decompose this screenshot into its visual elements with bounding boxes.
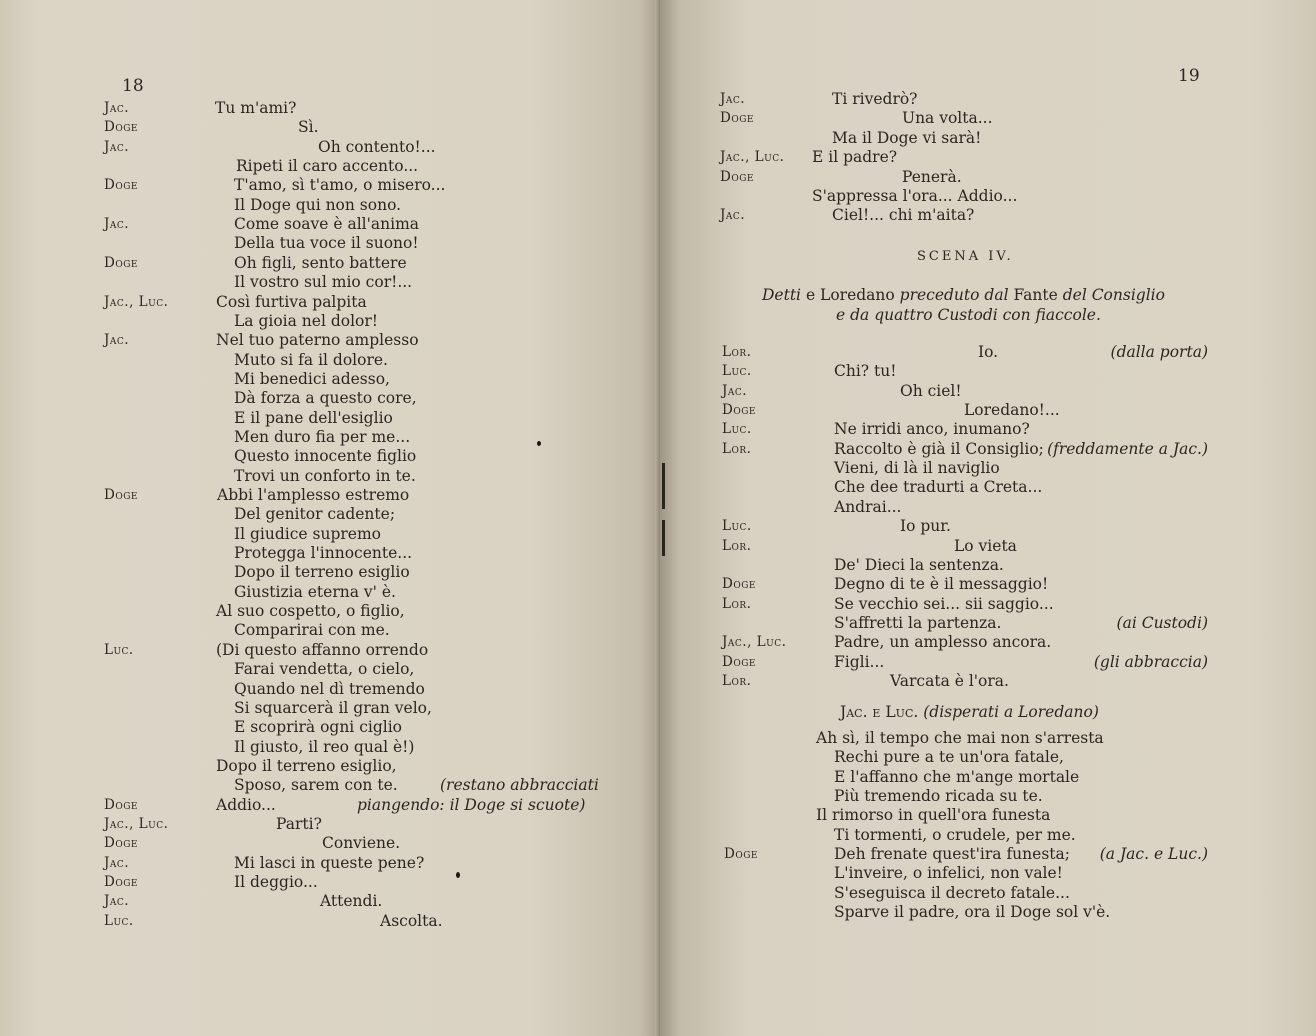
verse-text: Parti?: [276, 814, 322, 833]
verse-text: Ripeti il caro accento...: [236, 157, 419, 176]
verse-text: Come soave è all'anima: [234, 215, 420, 234]
verse-text: Lo vieta: [954, 536, 1017, 555]
speaker-label: Jac.: [104, 100, 130, 116]
speaker-label: Jac., Luc.: [720, 149, 785, 165]
verse-text: Penerà.: [902, 168, 962, 186]
verse-text: Padre, un amplesso ancora.: [834, 633, 1052, 652]
speaker-label: Luc.: [722, 518, 752, 535]
speaker-label: Jac.: [722, 382, 748, 399]
verse-text: E il pane dell'esiglio: [234, 408, 393, 427]
binding-thread: [662, 520, 665, 556]
verse-text: E il padre?: [812, 148, 898, 166]
verse-text: E scoprirà ogni ciglio: [234, 718, 403, 737]
verse-text: Sì.: [298, 118, 319, 137]
stage-direction: (gli abbraccia): [1093, 652, 1208, 671]
verse-text: Io.: [978, 343, 999, 361]
verse-text: Oh figli, sento battere: [234, 253, 407, 272]
verse-text: Ti tormenti, o crudele, per me.: [834, 825, 1076, 844]
verse-text: Men duro fia per me...: [234, 427, 411, 446]
verse-text: Mi benedici adesso,: [234, 369, 390, 388]
speaker-label: Luc.: [722, 421, 752, 438]
speaker-label: Luc.: [722, 363, 752, 380]
verse-text: L'inveire, o infelici, non vale!: [834, 864, 1063, 883]
page-number-right: 19: [1178, 66, 1200, 86]
stage-direction: (dalla porta): [1110, 343, 1208, 361]
verse-text: Nel tuo paterno amplesso: [216, 331, 419, 350]
verse-text: Questo innocente figlio: [234, 447, 417, 466]
verse-text: T'amo, sì t'amo, o misero...: [234, 176, 446, 195]
verse-text: Ne irridi anco, inumano?: [834, 420, 1030, 439]
verse-text: Del genitor cadente;: [234, 505, 396, 524]
verse-text: Farai vendetta, o cielo,: [234, 660, 415, 679]
binding-thread: [662, 463, 665, 509]
verse-text: De' Dieci la sentenza.: [834, 555, 1004, 574]
verse-text: Degno di te è il messaggio!: [834, 575, 1049, 594]
verse-text: Addio...: [216, 795, 276, 814]
verse-text: S'appressa l'ora... Addio...: [812, 187, 1018, 205]
verse-text: Trovi un conforto in te.: [234, 466, 416, 485]
verse-text: Andrai...: [834, 497, 902, 516]
ink-speck: [456, 872, 460, 878]
speaker-label: Doge: [720, 110, 754, 126]
speaker-label: Jac.: [720, 207, 746, 223]
verse-text: Rechi pure a te un'ora fatale,: [834, 748, 1064, 767]
verse-text: Attendi.: [320, 892, 383, 911]
verse-text: Ascolta.: [380, 911, 443, 930]
speaker-label: Jac., Luc.: [104, 815, 169, 832]
verse-text: Raccolto è già il Consiglio;: [834, 439, 1044, 458]
stage-direction: (a Jac. e Luc.): [1099, 845, 1208, 864]
speaker-label: Doge: [104, 119, 138, 136]
speaker-label: Jac.: [104, 138, 130, 155]
verse-text: Sposo, sarem con te.: [234, 776, 398, 795]
verse-text: Il deggio...: [234, 873, 318, 891]
speaker-label: Jac.: [104, 893, 130, 910]
verse-text: Comparirai con me.: [234, 621, 390, 640]
verse-text: Sparve il padre, ora il Doge sol v'è.: [834, 903, 1111, 922]
speaker-label: Jac.: [104, 216, 130, 233]
verse-text: Conviene.: [322, 834, 401, 853]
speaker-label: Lor.: [722, 672, 752, 689]
verse-text: Oh contento!...: [318, 137, 436, 156]
verse-text: Dà forza a questo core,: [234, 389, 417, 408]
speaker-label: Doge: [104, 796, 138, 813]
verse-text: S'affretti la partenza.: [834, 613, 1002, 632]
speaker-label: Jac.: [104, 854, 130, 871]
speaker-label: Doge: [104, 177, 138, 194]
verse-text: Si squarcerà il gran velo,: [234, 698, 432, 717]
verse-text: Il Doge qui non sono.: [234, 195, 402, 214]
speaker-label: Lor.: [722, 440, 752, 457]
verse-text: Quando nel dì tremendo: [234, 679, 425, 698]
stage-direction: (ai Custodi): [1116, 613, 1208, 632]
speaker-label: Doge: [722, 653, 756, 670]
verse-text: Ah sì, il tempo che mai non s'arresta: [816, 729, 1104, 747]
verse-text: Dopo il terreno esiglio: [234, 563, 410, 582]
right-page: [660, 0, 1316, 1036]
scene-description-line-1: Detti e Loredano preceduto dal Fante del Consiglio: [762, 286, 1165, 304]
speaker-label: Doge: [104, 835, 138, 852]
speaker-label: Jac.: [720, 91, 746, 107]
verse-text: Giustizia eterna v' è.: [234, 582, 396, 601]
ink-speck: [537, 441, 541, 446]
verse-text: La gioia nel dolor!: [234, 311, 379, 330]
speaker-label: Doge: [724, 846, 758, 863]
stage-direction: (restano abbracciati: [440, 776, 599, 795]
scene-title: SCENA IV.: [917, 249, 1014, 264]
speaker-label: Lor.: [722, 344, 752, 360]
stage-direction: (freddamente a Jac.): [1047, 439, 1208, 458]
verse-text: Il vostro sul mio cor!...: [234, 273, 413, 292]
verse-text: Io pur.: [900, 517, 951, 536]
ensemble-direction: (disperati a Loredano): [923, 703, 1099, 721]
verse-text: Ma il Doge vi sarà!: [832, 129, 982, 147]
scene-description-line-2: e da quattro Custodi con fiaccole.: [836, 306, 1101, 324]
verse-text: Così furtiva palpita: [216, 292, 367, 311]
speaker-label: Doge: [720, 169, 754, 185]
speaker-label: Doge: [104, 874, 138, 890]
verse-text: Una volta...: [902, 109, 993, 127]
verse-text: Il rimorso in quell'ora funesta: [816, 806, 1051, 825]
verse-text: Protegga l'innocente...: [234, 544, 413, 563]
verse-text: Loredano!...: [964, 401, 1060, 420]
page-number-left: 18: [122, 76, 144, 96]
verse-text: Della tua voce il suono!: [234, 234, 419, 253]
ensemble-header: [840, 702, 1099, 722]
verse-text: Che dee tradurti a Creta...: [834, 478, 1043, 497]
speaker-label: Jac., Luc.: [104, 293, 169, 310]
verse-text: Deh frenate quest'ira funesta;: [834, 845, 1070, 864]
verse-text: Mi lasci in queste pene?: [234, 853, 425, 872]
verse-text: Vieni, di là il naviglio: [834, 459, 1000, 478]
verse-text: Varcata è l'ora.: [890, 671, 1009, 690]
speaker-label: Jac.: [104, 332, 130, 349]
verse-text: Ciel!... chi m'aita?: [832, 206, 975, 224]
verse-text: Abbi l'amplesso estremo: [217, 486, 410, 504]
verse-text: S'eseguisca il decreto fatale...: [834, 883, 1070, 902]
speaker-label: Doge: [104, 254, 138, 271]
ensemble-speakers: Jac. e Luc.: [840, 703, 919, 721]
speaker-label: Jac., Luc.: [722, 634, 787, 651]
verse-text: Muto si fa il dolore.: [234, 350, 388, 369]
speaker-label: Luc.: [104, 641, 134, 658]
verse-text: E l'affanno che m'ange mortale: [834, 767, 1080, 786]
stage-direction: piangendo: il Doge si scuote): [357, 795, 586, 814]
verse-text: Tu m'ami?: [215, 99, 297, 117]
speaker-label: Lor.: [722, 537, 752, 554]
speaker-label: Doge: [722, 576, 756, 593]
verse-text: Dopo il terreno esiglio,: [216, 756, 397, 775]
speaker-label: Doge: [104, 487, 138, 503]
verse-text: Più tremendo ricada su te.: [834, 787, 1043, 806]
verse-text: Oh ciel!: [900, 381, 962, 400]
verse-text: Figli...: [834, 652, 885, 671]
verse-text: Il giudice supremo: [234, 524, 382, 543]
verse-text: Ti rivedrò?: [832, 90, 918, 108]
speaker-label: Luc.: [104, 912, 134, 929]
verse-text: Chi? tu!: [834, 362, 897, 381]
verse-text: Se vecchio sei... sii saggio...: [834, 594, 1054, 613]
speaker-label: Lor.: [722, 595, 752, 612]
verse-text: Al suo cospetto, o figlio,: [216, 602, 405, 621]
verse-text: (Di questo affanno orrendo: [216, 640, 429, 659]
speaker-label: Doge: [722, 402, 756, 419]
verse-text: Il giusto, il reo qual è!): [234, 737, 415, 756]
